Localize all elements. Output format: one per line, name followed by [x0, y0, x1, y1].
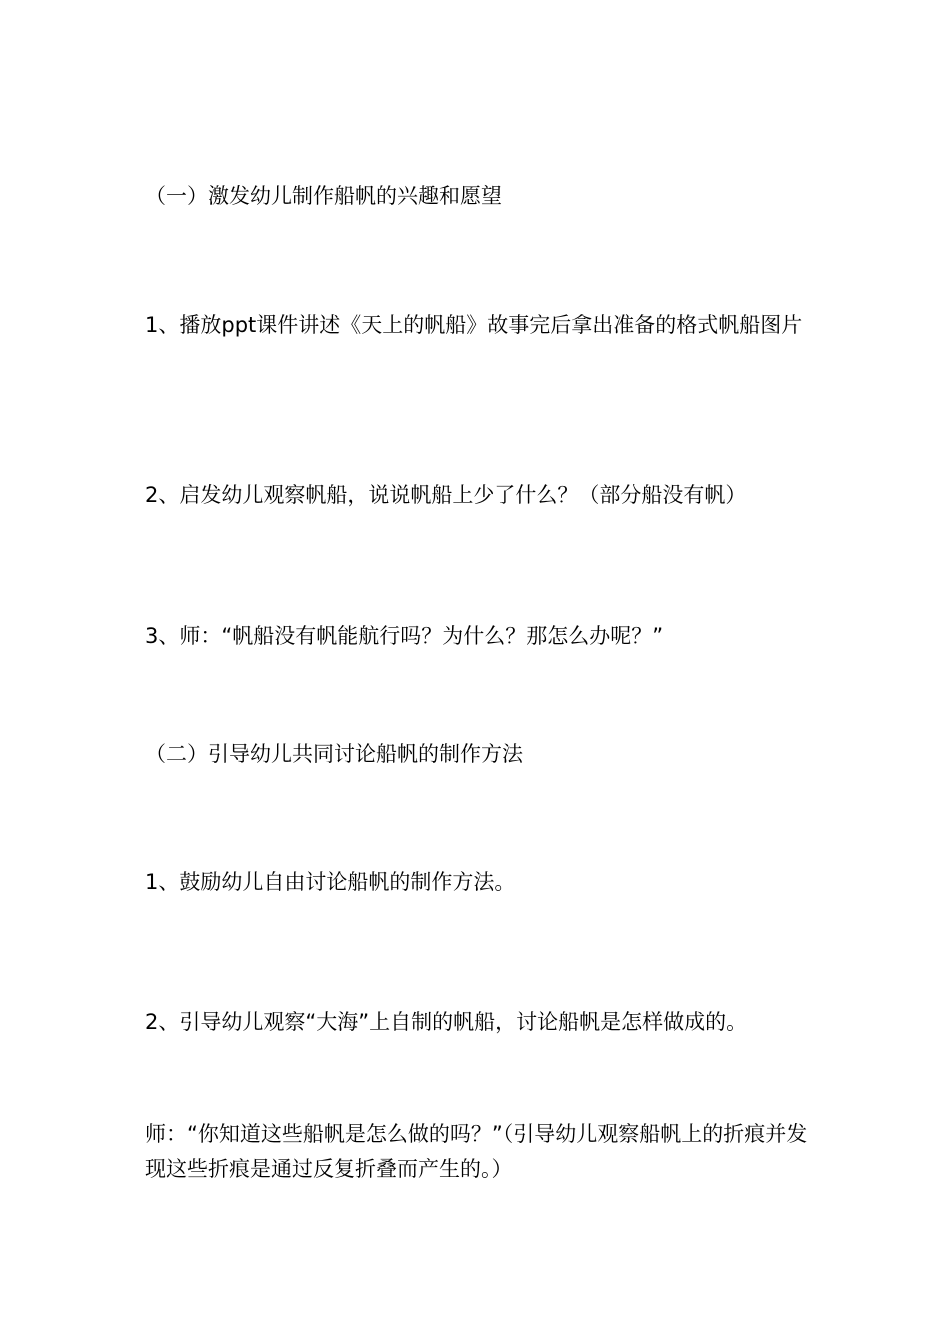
paragraph-2-2: 2、引导幼儿观察“大海”上自制的帆船，讨论船帆是怎样做成的。: [145, 1010, 748, 1034]
section-heading-2: （二）引导幼儿共同讨论船帆的制作方法: [145, 742, 523, 766]
paragraph-1-1: 1、播放ppt课件讲述《天上的帆船》故事完后拿出准备的格式帆船图片: [145, 313, 803, 337]
paragraph-2-3: 师：“你知道这些船帆是怎么做的吗？”（引导幼儿观察船帆上的折痕并发现这些折痕是通过反复折叠而产生的。）: [145, 1122, 808, 1181]
paragraph-2-1: 1、鼓励幼儿自由讨论船帆的制作方法。: [145, 870, 516, 894]
paragraph-1-3: 3、师：“帆船没有帆能航行吗？为什么？那怎么办呢？”: [145, 624, 664, 648]
section-heading-1: （一）激发幼儿制作船帆的兴趣和愿望: [145, 184, 502, 208]
paragraph-1-2: 2、启发幼儿观察帆船，说说帆船上少了什么？（部分船没有帆）: [145, 483, 747, 507]
